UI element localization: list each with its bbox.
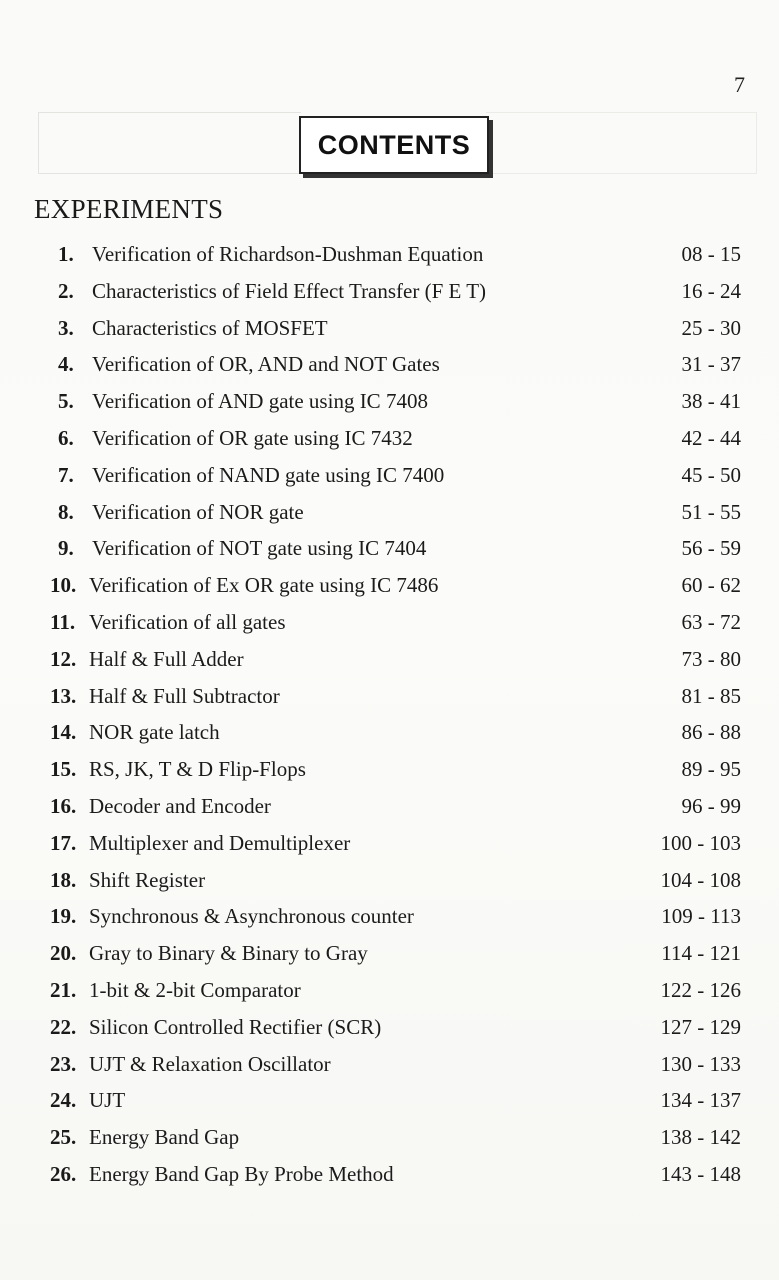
toc-entry-number: 9. (58, 536, 74, 561)
toc-entry-title: Decoder and Encoder (89, 794, 271, 818)
toc-entry-number: 3. (58, 315, 74, 340)
toc-entry-pages: 51 - 55 (681, 499, 741, 524)
toc-entry-pages: 08 - 15 (681, 242, 741, 266)
toc-entry-pages: 73 - 80 (681, 646, 741, 671)
toc-entry-title: Verification of OR, AND and NOT Gates (92, 352, 440, 377)
toc-entry (0, 604, 779, 640)
toc-entry-number: 15. (50, 757, 77, 782)
toc-entry (0, 788, 779, 824)
toc-entry-number: 14. (50, 720, 77, 745)
toc-entry-number: 1. (58, 242, 74, 266)
toc-entry-title: Verification of Richardson-Dushman Equation (92, 242, 484, 266)
toc-entry-title: Multiplexer and Demultiplexer (89, 830, 351, 855)
toc-entry (0, 825, 779, 861)
toc-entry-title: Silicon Controlled Rectifier (SCR) (89, 1014, 382, 1039)
toc-entry (0, 236, 779, 272)
toc-entry-number: 18. (50, 867, 77, 892)
toc-entry (0, 383, 779, 419)
toc-entry-title: Verification of all gates (89, 610, 286, 634)
contents-heading-box (299, 116, 489, 174)
page-number: 7 (734, 72, 745, 97)
toc-entry-title: Shift Register (89, 867, 206, 892)
toc-entry (0, 1082, 779, 1118)
toc-entry-title: 1-bit & 2-bit Comparator (89, 978, 301, 1002)
toc-entry (0, 346, 779, 382)
toc-entry (0, 972, 779, 1008)
toc-entry-title: Verification of NAND gate using IC 7400 (92, 462, 445, 487)
toc-entry-title: Characteristics of Field Effect Transfer (F E T) (92, 278, 487, 303)
toc-entry (0, 567, 779, 603)
toc-entry-title: Verification of OR gate using IC 7432 (92, 426, 413, 450)
toc-entry-pages: 86 - 88 (681, 720, 741, 745)
toc-entry-number: 10. (50, 573, 77, 598)
toc-entry-number: 8. (58, 499, 74, 524)
toc-entry-title: Verification of Ex OR gate using IC 7486 (89, 573, 439, 598)
toc-entry-title: Verification of NOT gate using IC 7404 (92, 536, 427, 561)
toc-entry-number: 13. (50, 683, 77, 708)
toc-entry (0, 420, 779, 456)
toc-entry-title: Half & Full Subtractor (89, 683, 280, 708)
toc-entry-title: NOR gate latch (89, 720, 220, 745)
toc-entry (0, 1156, 779, 1192)
toc-entry-pages: 122 - 126 (660, 978, 741, 1002)
toc-entry (0, 273, 779, 309)
toc-entry-pages: 63 - 72 (681, 610, 741, 634)
section-heading: EXPERIMENTS (34, 194, 224, 224)
toc-entry-pages: 56 - 59 (681, 536, 741, 561)
toc-entry-number: 7. (58, 462, 74, 487)
toc-entry-pages: 31 - 37 (681, 352, 741, 377)
toc-entry (0, 862, 779, 898)
toc-entry-title: Verification of AND gate using IC 7408 (92, 389, 428, 414)
toc-entry (0, 310, 779, 346)
toc-entry-pages: 96 - 99 (681, 794, 741, 818)
toc-entry-pages: 143 - 148 (660, 1162, 741, 1186)
toc-entry-title: RS, JK, T & D Flip-Flops (89, 757, 306, 782)
toc-entry (0, 457, 779, 493)
toc-entry (0, 935, 779, 971)
bleed-through-frame-left (38, 112, 301, 174)
toc-entry-pages: 38 - 41 (681, 389, 741, 414)
toc-entry-number: 12. (50, 646, 77, 671)
toc-entry (0, 641, 779, 677)
toc-entry-title: Energy Band Gap (89, 1125, 240, 1150)
toc-entry-number: 4. (58, 352, 74, 377)
toc-entry (0, 678, 779, 714)
toc-entry (0, 1119, 779, 1155)
toc-entry-pages: 109 - 113 (661, 904, 741, 929)
toc-entry (0, 1009, 779, 1045)
toc-entry-number: 11. (50, 610, 76, 634)
toc-entry (0, 751, 779, 787)
contents-heading: CONTENTS (317, 129, 471, 160)
toc-entry-pages: 138 - 142 (660, 1125, 741, 1150)
toc-entry-number: 25. (50, 1125, 77, 1150)
toc-entry-number: 19. (50, 904, 77, 929)
toc-entry-number: 5. (58, 389, 74, 414)
toc-entry-pages: 25 - 30 (681, 315, 741, 340)
toc-entry-number: 23. (50, 1051, 77, 1076)
toc-entry-title: UJT & Relaxation Oscillator (89, 1051, 331, 1076)
toc-entry-title: Half & Full Adder (89, 646, 244, 671)
toc-entry-number: 2. (58, 278, 74, 303)
toc-entry-pages: 134 - 137 (660, 1088, 741, 1113)
toc-entry-number: 6. (58, 426, 74, 450)
toc-entry-pages: 89 - 95 (681, 757, 741, 782)
toc-entry-title: Energy Band Gap By Probe Method (89, 1162, 394, 1186)
bleed-through-frame-right (486, 112, 757, 174)
toc-entry (0, 714, 779, 750)
toc-entry-title: UJT (89, 1088, 126, 1113)
toc-entry-pages: 16 - 24 (681, 278, 741, 303)
toc-entry-pages: 100 - 103 (660, 830, 741, 855)
toc-entry-pages: 60 - 62 (681, 573, 741, 598)
toc-entry (0, 898, 779, 934)
toc-entry-pages: 81 - 85 (681, 683, 741, 708)
toc-entry-pages: 127 - 129 (660, 1014, 741, 1039)
toc-entry (0, 1046, 779, 1082)
toc-entry-pages: 45 - 50 (681, 462, 741, 487)
toc-entry-number: 22. (50, 1014, 77, 1039)
toc-entry-pages: 130 - 133 (660, 1051, 741, 1076)
toc-entry-title: Gray to Binary & Binary to Gray (89, 941, 368, 966)
toc-entry (0, 494, 779, 530)
toc-entry-number: 24. (50, 1088, 77, 1113)
toc-entry-number: 26. (50, 1162, 77, 1186)
toc-entry-title: Verification of NOR gate (92, 499, 304, 524)
toc-entry-title: Characteristics of MOSFET (92, 315, 328, 340)
toc-entry (0, 530, 779, 566)
toc-entry-number: 20. (50, 941, 77, 966)
toc-entry-title: Synchronous & Asynchronous counter (89, 904, 414, 929)
toc-entry-pages: 104 - 108 (660, 867, 741, 892)
toc-entry-pages: 114 - 121 (661, 941, 741, 966)
toc-entry-number: 17. (50, 830, 77, 855)
toc-entry-number: 16. (50, 794, 77, 818)
toc-entry-number: 21. (50, 978, 77, 1002)
toc-entry-pages: 42 - 44 (681, 426, 741, 450)
